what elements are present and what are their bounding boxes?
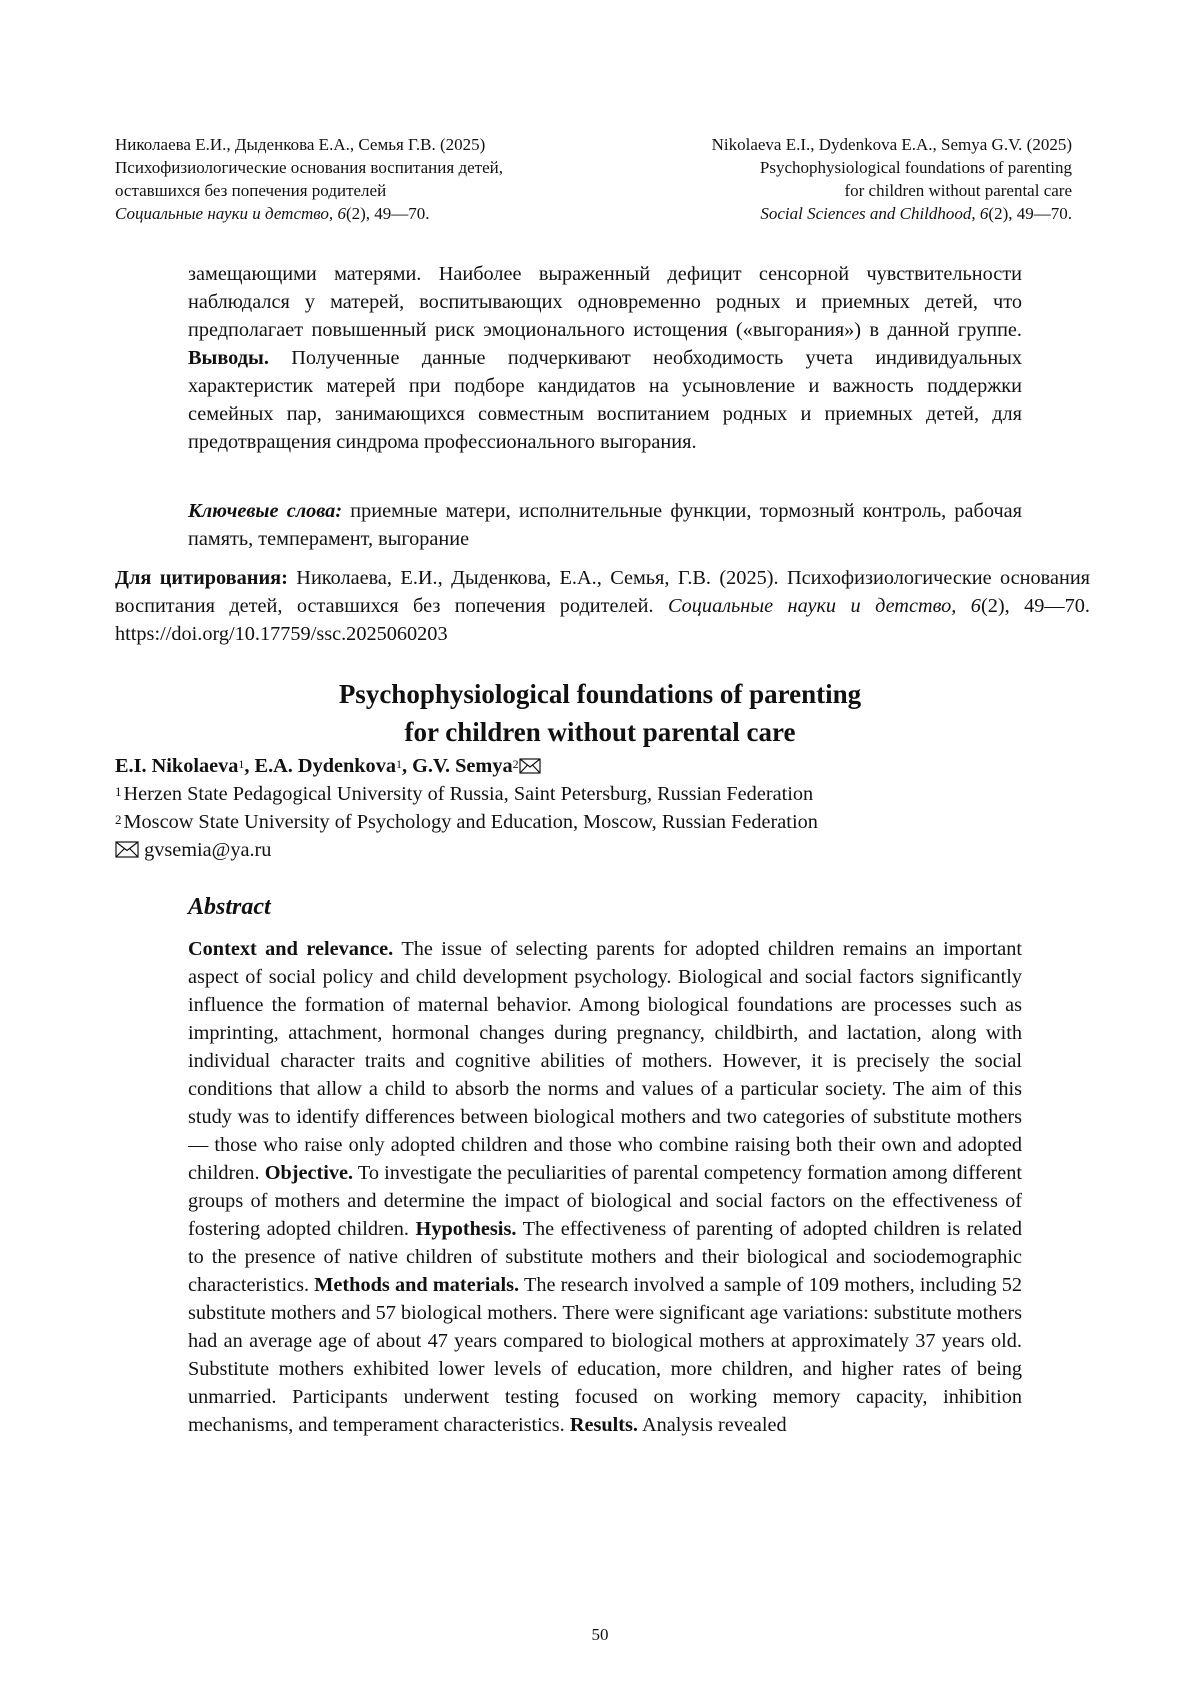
ru-abstract-text: замещающими матерями. Наиболее выраженный дефицит сенсорной чувствительности наблюдался у матерей, воспитывающих одновременно родных и приемных детей, что предполагает повышенный риск эмоционального истощения («выгорания») в данной группе.: [188, 263, 1022, 341]
header-left-journal-name: Социальные науки и детство,: [115, 204, 333, 223]
header-right-journal-name: Social Sciences and Childhood,: [760, 204, 975, 223]
citation-doi: (2), 49—70. https://doi.org/10.17759/ssc.2025060203: [115, 595, 1090, 645]
running-header-right: [572, 133, 1072, 225]
citation-text: Николаева, Е.И., Дыденкова, Е.А., Семья, Г.В. (2025). Психофизиологические основания воспитания детей, оставшихся без попечения родителей.: [115, 567, 1090, 617]
header-right-pages: (2), 49—70.: [988, 204, 1072, 223]
header-right-journal: [572, 202, 1072, 225]
context-text: The issue of selecting parents for adopted children remains an important aspect of social policy and child development psychology. Biological and social factors significantly influence the formation of maternal behavior. Among biological foundations are processes such as imprinting, attachment, hormonal changes during pregnancy, childbirth, and lactation, along with individual character traits and cognitive abilities of mothers. However, it is precisely the social conditions that allow a child to absorb the norms and values of a particular society. The aim of this study was to identify differences between biological mothers and two categories of substitute mothers — those who raise only adopted children and those who combine raising both their own and adopted children.: [188, 938, 1022, 1184]
envelope-icon: [115, 839, 139, 866]
header-right-volume: 6: [980, 204, 989, 223]
author-name: E.A. Dydenkova: [255, 755, 396, 777]
author-affiliation-sup: 1: [238, 757, 244, 771]
header-right-authors: Nikolaeva E.I., Dydenkova E.A., Semya G.V. (2025): [572, 133, 1072, 156]
ru-conclusions-label: Выводы.: [188, 347, 269, 369]
ru-keywords-label: Ключевые слова:: [188, 500, 342, 522]
ru-keywords: [188, 497, 1022, 553]
header-left-volume: 6: [337, 204, 346, 223]
citation: [115, 564, 1090, 648]
affiliation-sup: 1: [115, 784, 122, 799]
abstract-heading: Abstract: [188, 894, 271, 921]
article-title: [0, 675, 1200, 751]
context-label: Context and relevance.: [188, 938, 393, 960]
header-left-pages: (2), 49—70.: [346, 204, 430, 223]
ru-abstract-paragraph: [188, 260, 1022, 456]
corresponding-email: [115, 837, 271, 866]
hypothesis-label: Hypothesis.: [416, 1218, 517, 1240]
author-name: G.V. Semya: [412, 755, 512, 777]
header-right-title-1: Psychophysiological foundations of parenting: [572, 156, 1072, 179]
header-left-authors: Николаева Е.И., Дыденкова Е.А., Семья Г.В. (2025): [115, 133, 615, 156]
header-left-title-1: Психофизиологические основания воспитания детей,: [115, 156, 615, 179]
header-right-title-2: for children without parental care: [572, 179, 1072, 202]
email-link[interactable]: gvsemia@ya.ru: [144, 839, 271, 861]
running-header-left: [115, 133, 615, 225]
citation-journal: Социальные науки и детство,: [668, 595, 956, 617]
results-label: Results.: [570, 1414, 638, 1436]
author-name: E.I. Nikolaeva: [115, 755, 238, 777]
hypothesis-text: The effectiveness of parenting of adopted children is related to the presence of native children of substitute mothers and their biological and sociodemographic characteristics.: [188, 1218, 1022, 1296]
methods-text: The research involved a sample of 109 mothers, including 52 substitute mothers and 57 biological mothers. There were significant age variations: substitute mothers had an average age of about 47 years compared to biological mothers at approximately 37 years old. Substitute mothers exhibited lower levels of education, more children, and higher rates of being unmarried. Participants underwent testing focused on working memory capacity, inhibition mechanisms, and temperament characteristics.: [188, 1274, 1022, 1436]
results-text: Analysis revealed: [642, 1414, 787, 1436]
objective-text: To investigate the peculiarities of parental competency formation among different groups of mothers and determine the impact of biological and social factors on the effectiveness of fostering adopted children.: [188, 1162, 1022, 1240]
envelope-icon: [519, 755, 541, 782]
author-affiliation-sup: 1: [396, 757, 402, 771]
header-left-title-2: оставшихся без попечения родителей: [115, 179, 615, 202]
affiliation-text: Moscow State University of Psychology and Education, Moscow, Russian Federation: [124, 811, 818, 833]
article-title-line-1: Psychophysiological foundations of parenting: [0, 675, 1200, 713]
ru-keywords-text: приемные матери, исполнительные функции, тормозный контроль, рабочая память, темперамент, выгорание: [188, 500, 1022, 550]
citation-volume: 6: [971, 595, 981, 617]
affiliation-text: Herzen State Pedagogical University of Russia, Saint Petersburg, Russian Federation: [124, 783, 814, 805]
affiliation-2: [115, 809, 818, 836]
abstract-paragraph: [188, 935, 1022, 1439]
page-number: 50: [0, 1625, 1200, 1645]
affiliation-1: [115, 781, 813, 808]
ru-conclusions-text: Полученные данные подчеркивают необходимость учета индивидуальных характеристик матерей при подборе кандидатов на усыновление и важность поддержки семейных пар, занимающихся совместным воспитанием родных и приемных детей, для предотвращения синдрома профессионального выгорания.: [188, 347, 1022, 453]
citation-label: Для цитирования:: [115, 567, 288, 589]
methods-label: Methods and materials.: [314, 1274, 519, 1296]
author-affiliation-sup: 2: [513, 757, 519, 771]
author-list: E.I. Nikolaeva1, E.A. Dydenkova1, G.V. Semya2: [115, 753, 541, 782]
affiliation-sup: 2: [115, 812, 122, 827]
objective-label: Objective.: [265, 1162, 353, 1184]
header-left-journal: [115, 202, 615, 225]
article-title-line-2: for children without parental care: [0, 713, 1200, 751]
